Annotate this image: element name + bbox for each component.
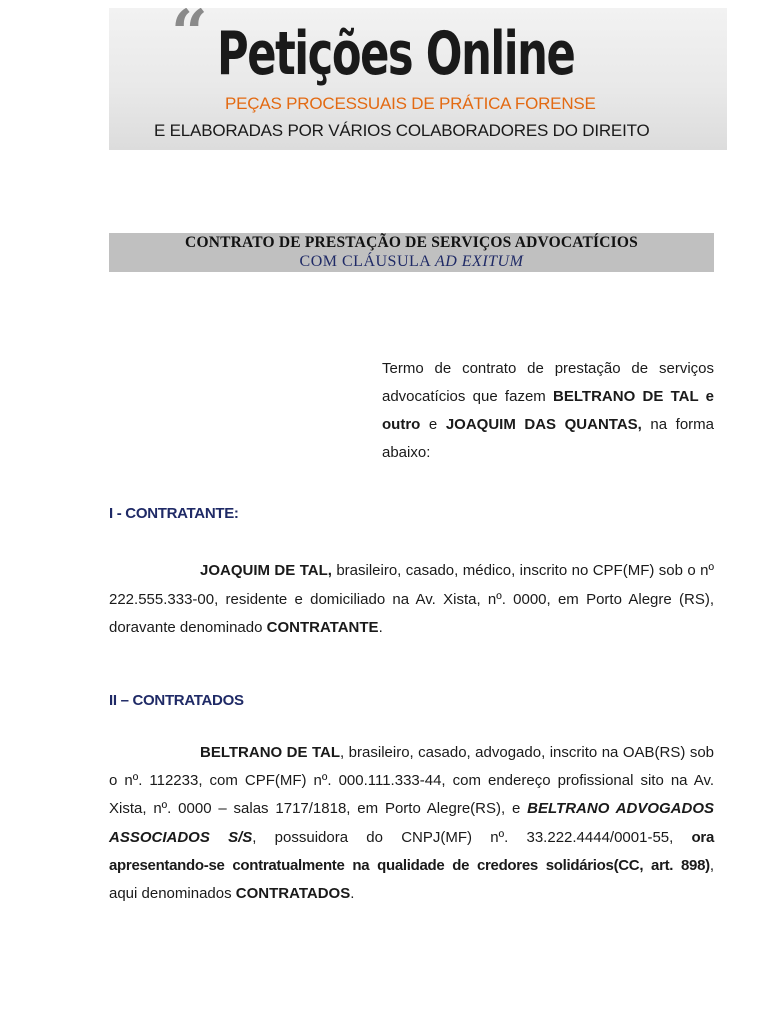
intro-text: Termo de contrato de prestação de serviços advocatícios que fazem: [382, 360, 714, 405]
period: .: [350, 885, 355, 903]
quote-mark-icon: “: [171, 8, 208, 71]
banner-tagline-secondary: E ELABORADAS POR VÁRIOS COLABORADORES DO DIREITO: [154, 121, 650, 140]
law-firm-name: BELTRANO ADVOGADOS ASSOCIADOS S/S: [109, 800, 715, 846]
banner-tagline-primary: PEÇAS PROCESSUAIS DE PRÁTICA FORENSE: [225, 94, 596, 113]
contratante-paragraph: [109, 557, 714, 643]
intro-text: na forma abaixo:: [382, 416, 714, 461]
contratado-name: BELTRANO DE TAL: [200, 744, 341, 761]
contratados-text: , aqui denominados: [109, 856, 714, 903]
law-firm-details: , possuidora do CNPJ(MF) nº. 33.222.4444/0001-55,: [252, 828, 692, 846]
contract-subtitle: [109, 252, 714, 271]
contratante-name: JOAQUIM DE TAL,: [200, 562, 332, 579]
contratados-term: CONTRATADOS: [235, 885, 351, 903]
contract-intro-paragraph: [382, 355, 714, 467]
intro-party-1: BELTRANO DE TAL e outro: [382, 388, 714, 433]
contratante-term: CONTRATANTE: [266, 619, 379, 636]
subtitle-prefix: COM CLÁUSULA: [299, 253, 435, 270]
contratado-details: , brasileiro, casado, advogado, inscrito na OAB(RS) sob o nº. 112233, com CPF(MF) nº. 000.111.333-44, com endereço profissional sito na Av. Xista, nº. 0000 – salas 1717/1818, em Porto Alegre(RS), e: [109, 744, 714, 818]
period: .: [378, 619, 383, 636]
section-heading-contratante: I - CONTRATANTE:: [109, 505, 239, 522]
contract-title-box: [109, 233, 714, 272]
contract-title: CONTRATO DE PRESTAÇÃO DE SERVIÇOS ADVOCATÍCIOS: [185, 234, 638, 251]
section-heading-contratados: II – CONTRATADOS: [109, 692, 244, 709]
joint-creditors-clause: ora apresentando-se contratualmente na qualidade de credores solidários(CC, art. 898): [109, 828, 714, 874]
subtitle-latin-term: AD EXITUM: [434, 253, 524, 270]
intro-text: e: [420, 416, 446, 433]
petitions-online-banner: [109, 8, 727, 150]
contratados-paragraph: [109, 739, 714, 908]
intro-party-2: JOAQUIM DAS QUANTAS,: [445, 416, 642, 433]
contratante-details: brasileiro, casado, médico, inscrito no CPF(MF) sob o nº 222.555.333-00, residente e domiciliado na Av. Xista, nº. 0000, em Porto Alegre (RS), doravante denominado: [109, 562, 714, 636]
brand-logo-text: Petições Online: [217, 19, 575, 89]
